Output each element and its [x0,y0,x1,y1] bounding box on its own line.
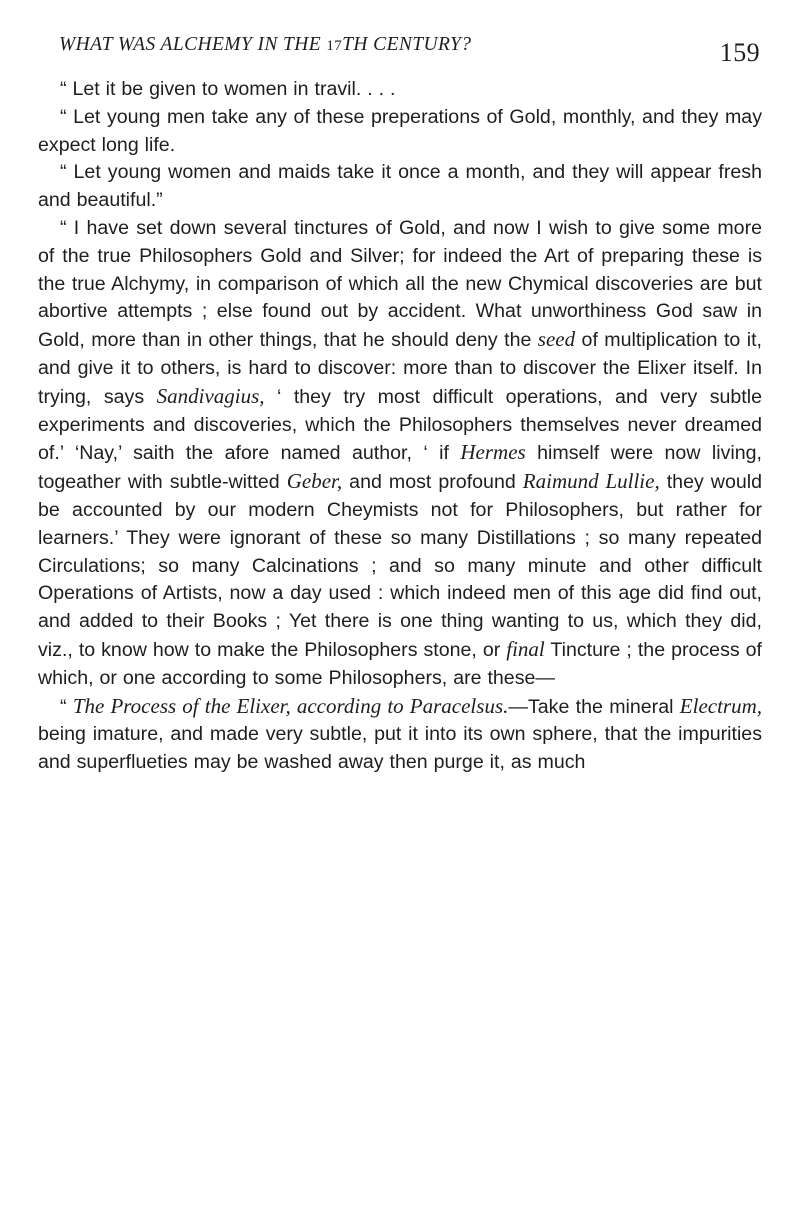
text-run: and most profound [342,471,523,494]
text-run: “ Let young men take any of these preperations of Gold, monthly, and they may expect long life. [38,105,762,156]
text-run: ‘ they try most difficult operations, and very subtle experiments and discoveries, which the Philosophers themselves never dreamed of.’ ‘Nay,’ saith the afore named author, ‘ if [38,385,762,465]
italic-run: The Process of the Elixer, according to Paracelsus. [72,693,509,718]
running-head-title-end: TH CENTURY? [342,34,472,55]
italic-run: Sandivagius, [156,383,265,408]
body-text [38,76,762,777]
paragraph [38,215,762,693]
italic-run: Hermes [460,440,526,465]
running-head-title-start: WHAT WAS ALCHEMY IN THE [59,34,327,55]
text-run: “ [60,695,73,718]
text-run: “ Let young women and maids take it once a month, and they will appear fresh and beautiful.” [38,161,762,212]
page-number: 159 [719,38,760,67]
italic-run: Geber, [286,469,343,494]
italic-run: final [506,636,545,661]
text-run: Tincture ; the process of which, or one according to some Philosophers, are these— [38,638,762,689]
paragraph [38,76,762,104]
text-run: —Take the mineral [508,695,680,718]
text-run: of multiplication to it, and give it to others, is hard to discover: more than to discover the Elixer itself. In trying, says [38,329,762,408]
text-run: “ Let it be given to women in travil. . . . [60,78,396,100]
text-run: himself were now living, togeather with subtle-witted [38,442,762,494]
italic-run: seed [537,327,576,352]
italic-run: Raimund Lullie, [522,469,660,494]
text-run: being imature, and made very subtle, put it into its own sphere, that the impurities and superflueties may be washed away then purge it, as much [38,723,762,774]
paragraph [38,693,762,777]
text-run: they would be accounted by our modern Cheymists not for Philosophers, but rather for learners.’ They were ignorant of these so many Distillations ; so many repeated Circulations; so many Calcinations ; and so many minute and other difficult Operations of Artists, now a day used : which indeed men of this age did find out, and added to their Books ; Yet there is one thing wanting to us, which they did, viz., to know how to make the Philosophers stone, or [38,471,762,661]
italic-run: Electrum, [679,693,763,718]
book-page [38,32,762,777]
running-head-title-number: 17 [326,38,343,54]
paragraph [38,104,762,160]
paragraph [38,159,762,215]
text-run: “ I have set down several tinctures of Gold, and now I wish to give some more of the true Philosophers Gold and Silver; for indeed the Art of preparing these is the true Alchymy, in comparison of which all the new Chymical discoveries are but abortive attempts ; else found out by accident. What unworthiness God saw in Gold, more than in other things, that he should deny the [38,216,762,352]
running-head-title [59,34,471,56]
running-head [38,32,762,76]
